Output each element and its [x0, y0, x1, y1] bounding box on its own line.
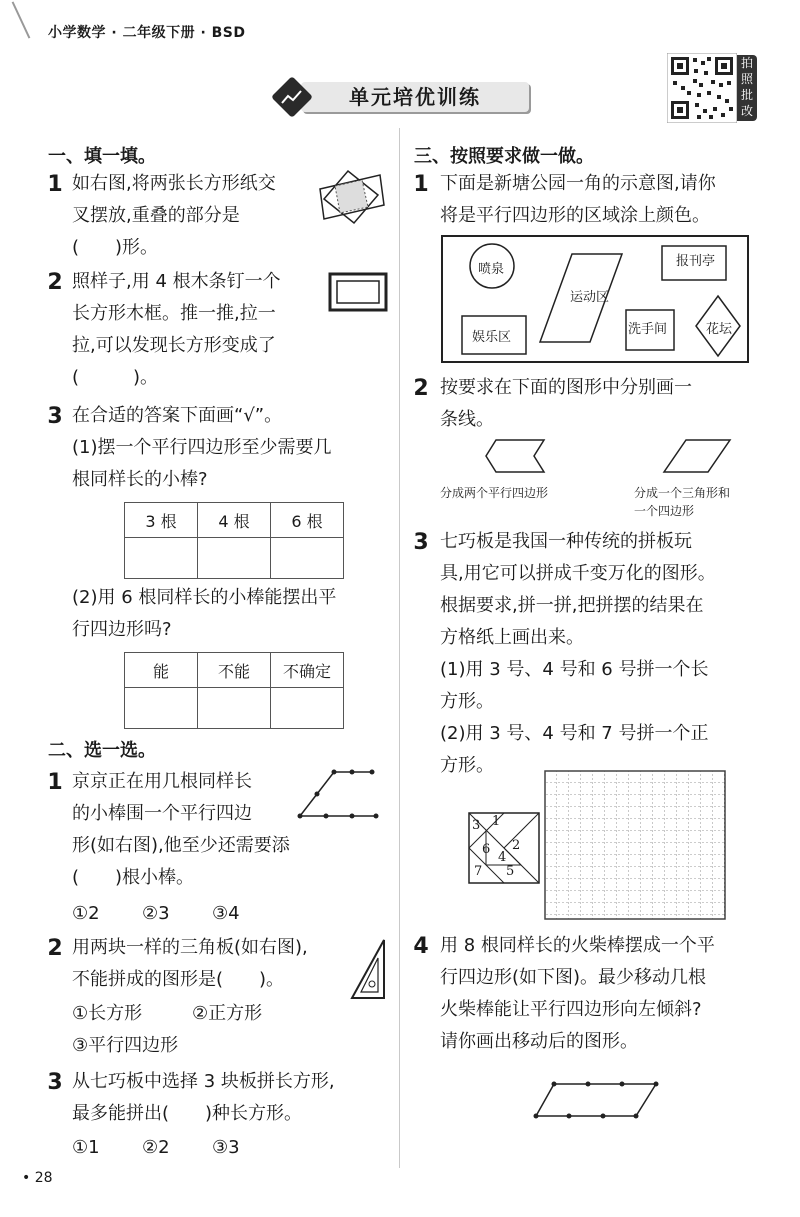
option[interactable]: ②正方形	[192, 1003, 263, 1024]
tangram-label: 7	[474, 864, 483, 879]
question-text: 下面是新塘公园一角的示意图,请你	[440, 173, 716, 194]
question-number: 2	[47, 936, 63, 961]
matchstick-parallelogram-figure	[532, 1078, 662, 1120]
table-header-cell: 不确定	[271, 653, 344, 688]
answer-cell[interactable]	[271, 538, 344, 579]
question-text: 如右图,将两张长方形纸交	[72, 173, 276, 194]
option[interactable]: ③4	[212, 903, 240, 924]
option[interactable]: ②2	[142, 1137, 170, 1158]
question-text: 在合适的答案下面画“√”。	[72, 405, 283, 426]
question-number: 4	[413, 934, 429, 959]
figure-caption: 分成两个平行四边形	[440, 486, 549, 500]
question-text: 方格纸上画出来。	[440, 627, 584, 648]
corner-mark	[12, 1, 31, 38]
question-text: ( )根小棒。	[72, 867, 195, 888]
question-text: ( )。	[72, 367, 159, 388]
tangram-label: 5	[506, 864, 515, 879]
partial-parallelogram-figure	[296, 766, 382, 822]
answer-cell[interactable]	[125, 688, 198, 729]
answer-cell[interactable]	[125, 538, 198, 579]
question-text: 不能拼成的图形是( )。	[72, 969, 285, 990]
question-text: 火柴棒能让平行四边形向左倾斜?	[440, 999, 702, 1020]
question-text: 叉摆放,重叠的部分是	[72, 205, 240, 226]
question-text: 将是平行四边形的区域涂上颜色。	[440, 205, 710, 226]
question-text: 最多能拼出( )种长方形。	[72, 1103, 303, 1124]
answer-table	[124, 652, 344, 729]
unit-banner	[273, 78, 531, 116]
answer-cell[interactable]	[198, 688, 271, 729]
page-number: • 28	[22, 1170, 53, 1186]
table-header-cell: 3 根	[125, 503, 198, 538]
answer-table	[124, 502, 344, 579]
question-number: 3	[47, 404, 63, 429]
question-text: (2)用 6 根同样长的小棒能摆出平	[72, 587, 337, 608]
question-text: 从七巧板中选择 3 块板拼长方形,	[72, 1071, 335, 1092]
option[interactable]: ①2	[72, 903, 100, 924]
question-number: 2	[47, 270, 63, 295]
answer-cell[interactable]	[198, 538, 271, 579]
question-text: 照样子,用 4 根木条钉一个	[72, 271, 281, 292]
book-title: 小学数学 · 二年级下册 · BSD	[48, 25, 246, 41]
table-header-cell: 不能	[198, 653, 271, 688]
parallelogram-figure[interactable]	[662, 438, 732, 474]
tangram-label: 1	[492, 814, 501, 829]
question-number: 3	[413, 530, 429, 555]
tangram-label: 3	[472, 818, 481, 833]
map-label: 报刊亭	[676, 254, 716, 269]
question-text: 根据要求,拼一拼,把拼摆的结果在	[440, 595, 704, 616]
unit-title: 单元培优训练	[349, 85, 481, 109]
question-number: 3	[47, 1070, 63, 1095]
question-number: 1	[47, 172, 63, 197]
tangram-label: 6	[482, 842, 491, 857]
question-text: 用 8 根同样长的火柴棒摆成一个平	[440, 935, 715, 956]
question-text: 根同样长的小棒?	[72, 469, 208, 490]
map-label: 喷泉	[478, 262, 505, 277]
section-title: 三、按照要求做一做。	[414, 146, 594, 167]
option[interactable]: ③3	[212, 1137, 240, 1158]
question-text: 长方形木框。推一推,拉一	[72, 303, 276, 324]
trend-line-icon	[281, 88, 303, 106]
question-text: 形(如右图),他至少还需要添	[72, 835, 290, 856]
question-text: 用两块一样的三角板(如右图),	[72, 937, 308, 958]
option[interactable]: ③平行四边形	[72, 1035, 179, 1056]
option[interactable]: ②3	[142, 903, 170, 924]
question-text: ( )形。	[72, 237, 159, 258]
question-text: 行四边形(如下图)。最少移动几根	[440, 967, 707, 988]
figure-caption: 一个四边形	[634, 504, 695, 518]
wooden-frame-figure	[328, 272, 388, 312]
question-number: 1	[47, 770, 63, 795]
option[interactable]: ①长方形	[72, 1003, 143, 1024]
question-text: (2)用 3 号、4 号和 7 号拼一个正	[440, 723, 709, 744]
option[interactable]: ①1	[72, 1137, 100, 1158]
question-text: 方形。	[440, 691, 494, 712]
question-text: 条线。	[440, 409, 494, 430]
question-text: 按要求在下面的图形中分别画一	[440, 377, 692, 398]
grid-paper[interactable]	[544, 770, 726, 920]
question-text: (1)摆一个平行四边形至少需要几	[72, 437, 332, 458]
question-number: 2	[413, 376, 429, 401]
tangram-label: 2	[512, 838, 521, 853]
set-square-figure	[348, 936, 390, 1002]
figure-caption: 分成一个三角形和	[634, 486, 731, 500]
question-text: 拉,可以发现长方形变成了	[72, 335, 276, 356]
map-label: 娱乐区	[472, 330, 512, 345]
map-label: 运动区	[570, 290, 610, 305]
chevron-hexagon-figure[interactable]	[484, 438, 546, 474]
qr-code-icon[interactable]	[667, 53, 737, 123]
question-text: 请你画出移动后的图形。	[440, 1031, 638, 1052]
tangram-label: 4	[498, 850, 507, 865]
table-header-cell: 4 根	[198, 503, 271, 538]
column-divider	[399, 128, 400, 1168]
question-text: (1)用 3 号、4 号和 6 号拼一个长	[440, 659, 709, 680]
table-header-cell: 6 根	[271, 503, 344, 538]
question-text: 的小棒围一个平行四边	[72, 803, 252, 824]
question-text: 方形。	[440, 755, 494, 776]
question-number: 1	[413, 172, 429, 197]
question-text: 具,用它可以拼成千变万化的图形。	[440, 563, 716, 584]
qr-label: 拍照批改	[737, 55, 757, 121]
crossed-rectangles-figure	[318, 165, 386, 227]
map-label: 花坛	[706, 322, 733, 337]
section-title: 一、填一填。	[48, 146, 156, 167]
answer-cell[interactable]	[271, 688, 344, 729]
map-label: 洗手间	[628, 322, 668, 337]
question-text: 行四边形吗?	[72, 619, 172, 640]
question-text: 京京正在用几根同样长	[72, 771, 252, 792]
question-text: 七巧板是我国一种传统的拼板玩	[440, 531, 692, 552]
section-title: 二、选一选。	[48, 740, 156, 761]
table-header-cell: 能	[125, 653, 198, 688]
